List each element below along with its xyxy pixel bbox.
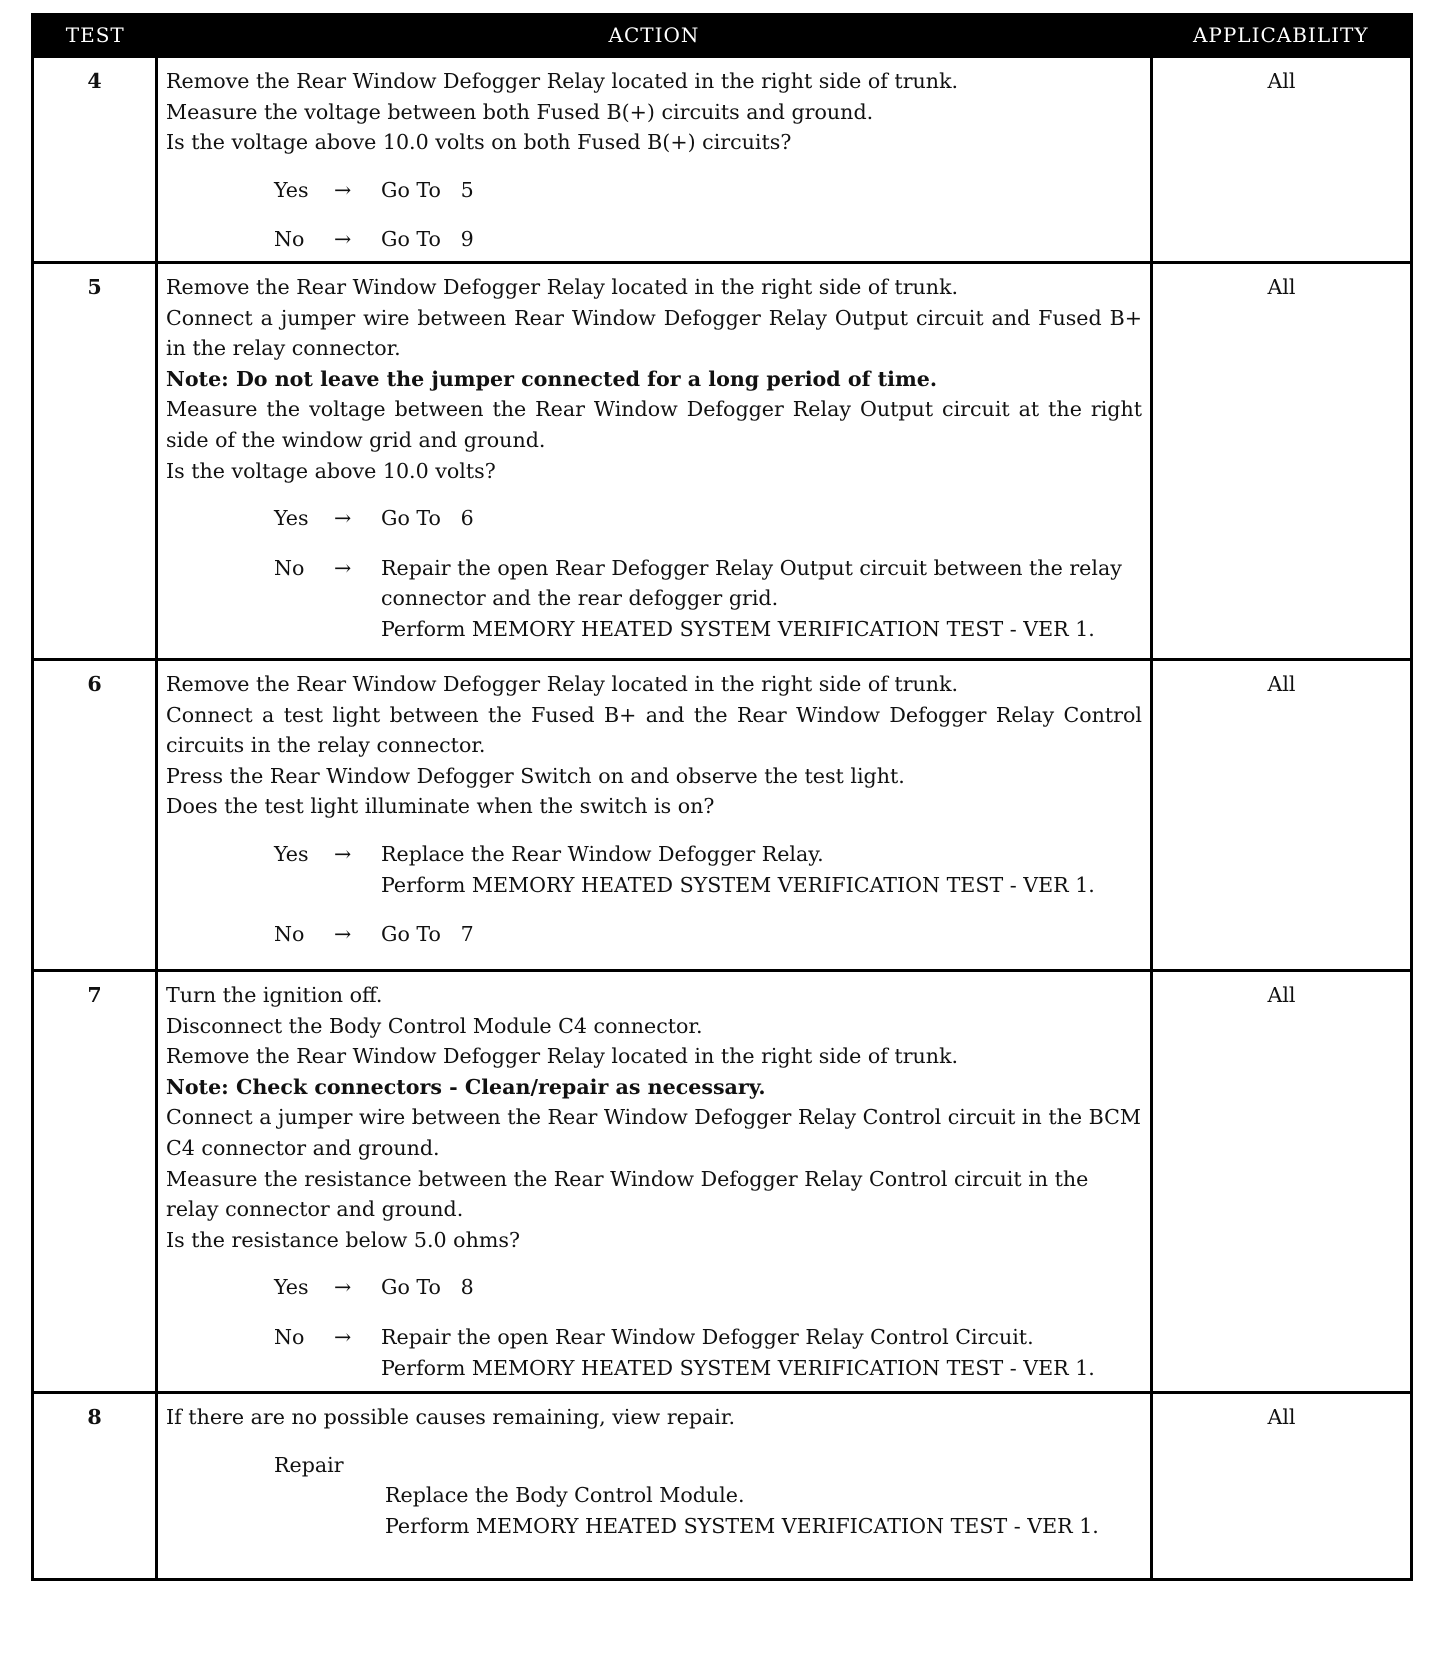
no-result: Go To 9 — [381, 227, 474, 252]
arrow-icon: → — [334, 506, 352, 531]
action-line: Turn the ignition off. — [166, 982, 383, 1007]
arrow-icon: → — [334, 227, 352, 252]
verification-step: Perform MEMORY HEATED SYSTEM VERIFICATION TEST - VER 1. — [381, 616, 1095, 641]
verification-step: Perform MEMORY HEATED SYSTEM VERIFICATION TEST - VER 1. — [385, 1513, 1099, 1538]
yes-branch — [274, 503, 1142, 534]
action-question: Is the voltage above 10.0 volts? — [166, 458, 496, 483]
arrow-icon: → — [334, 1324, 352, 1349]
action-cell — [157, 1392, 1152, 1579]
repair-step: Replace the Body Control Module. — [385, 1483, 745, 1508]
yes-result: Go To 8 — [381, 1275, 474, 1300]
arrow-icon: → — [334, 177, 352, 202]
applicability-cell: All — [1152, 57, 1412, 263]
table-row — [33, 57, 1412, 263]
action-line: Press the Rear Window Defogger Switch on and observe the test light. — [166, 763, 905, 788]
no-label: No — [274, 1324, 305, 1349]
header-action: ACTION — [157, 15, 1152, 57]
no-result-text: Repair the open Rear Defogger Relay Output circuit between the relay connector and the rear defogger grid. — [381, 555, 1122, 611]
action-line: Connect a test light between the Fused B+ and the Rear Window Defogger Relay Control circuits in the relay connector. — [166, 702, 1142, 758]
action-question: Is the voltage above 10.0 volts on both Fused B(+) circuits? — [166, 130, 792, 155]
action-line: Remove the Rear Window Defogger Relay located in the right side of trunk. — [166, 69, 959, 93]
test-number: 8 — [33, 1392, 157, 1579]
diagnostic-test-table-page — [31, 13, 1410, 1581]
verification-step: Perform MEMORY HEATED SYSTEM VERIFICATION TEST - VER 1. — [381, 1355, 1095, 1380]
test-number: 7 — [33, 970, 157, 1392]
table-row — [33, 659, 1412, 970]
action-question: Does the test light illuminate when the switch is on? — [166, 794, 715, 819]
action-cell — [157, 970, 1152, 1392]
yes-result-text: Replace the Rear Window Defogger Relay. — [381, 841, 824, 866]
action-note: Note: Do not leave the jumper connected for a long period of time. — [166, 366, 938, 391]
arrow-icon: → — [334, 555, 352, 580]
action-line: Remove the Rear Window Defogger Relay located in the right side of trunk. — [166, 274, 959, 299]
no-label: No — [274, 227, 305, 252]
table-header-row — [33, 15, 1412, 57]
action-line: Remove the Rear Window Defogger Relay located in the right side of trunk. — [166, 671, 959, 696]
yes-label: Yes — [274, 506, 309, 531]
verification-step: Perform MEMORY HEATED SYSTEM VERIFICATION TEST - VER 1. — [381, 872, 1095, 897]
yes-branch — [274, 1272, 1142, 1303]
action-line: Connect a jumper wire between Rear Window Defogger Relay Output circuit and Fused B+ in the relay connector. — [166, 305, 1142, 361]
action-cell — [157, 57, 1152, 263]
table-row — [33, 1392, 1412, 1579]
no-result: Go To 7 — [381, 922, 474, 947]
yes-result: Go To 6 — [381, 506, 474, 531]
action-line: Measure the voltage between the Rear Window Defogger Relay Output circuit at the right side of the window grid and ground. — [166, 397, 1142, 452]
yes-result — [381, 839, 1142, 900]
action-line: If there are no possible causes remaining, view repair. — [166, 1404, 736, 1429]
arrow-icon: → — [334, 841, 352, 866]
header-test: TEST — [33, 15, 157, 57]
action-line: Remove the Rear Window Defogger Relay located in the right side of trunk. — [166, 1044, 959, 1069]
no-result — [381, 553, 1142, 645]
no-branch — [274, 224, 1142, 255]
action-question: Is the resistance below 5.0 ohms? — [166, 1227, 520, 1252]
arrow-icon: → — [334, 1275, 352, 1300]
applicability-cell: All — [1152, 262, 1412, 659]
no-branch — [274, 919, 1142, 950]
table-row — [33, 262, 1412, 659]
applicability-cell: All — [1152, 970, 1412, 1392]
yes-branch — [274, 175, 1142, 206]
test-number: 4 — [33, 57, 157, 263]
action-line: Disconnect the Body Control Module C4 connector. — [166, 1013, 703, 1038]
no-branch — [274, 1322, 1142, 1383]
action-note: Note: Check connectors - Clean/repair as necessary. — [166, 1074, 766, 1099]
action-line: Measure the resistance between the Rear Window Defogger Relay Control circuit in the relay connector and ground. — [166, 1166, 1089, 1222]
repair-label: Repair — [274, 1452, 344, 1477]
repair-instructions — [385, 1480, 1142, 1541]
header-applicability: APPLICABILITY — [1152, 15, 1412, 57]
table-row — [33, 970, 1412, 1392]
no-result-text: Repair the open Rear Window Defogger Relay Control Circuit. — [381, 1324, 1034, 1349]
no-label: No — [274, 922, 305, 947]
no-branch — [274, 553, 1142, 645]
test-number: 5 — [33, 262, 157, 659]
action-cell — [157, 262, 1152, 659]
action-line: Measure the voltage between both Fused B(+) circuits and ground. — [166, 99, 874, 124]
no-label: No — [274, 555, 305, 580]
yes-label: Yes — [274, 1275, 309, 1300]
no-result — [381, 1322, 1142, 1383]
action-line: Connect a jumper wire between the Rear Window Defogger Relay Control circuit in the BCM C4 connector and ground. — [166, 1105, 1141, 1160]
yes-result: Go To 5 — [381, 177, 474, 202]
arrow-icon: → — [334, 922, 352, 947]
diagnostic-test-table — [31, 13, 1413, 1581]
yes-label: Yes — [274, 177, 309, 202]
yes-branch — [274, 839, 1142, 900]
action-cell — [157, 659, 1152, 970]
applicability-cell: All — [1152, 659, 1412, 970]
applicability-cell: All — [1152, 1392, 1412, 1579]
yes-label: Yes — [274, 841, 309, 866]
test-number: 6 — [33, 659, 157, 970]
